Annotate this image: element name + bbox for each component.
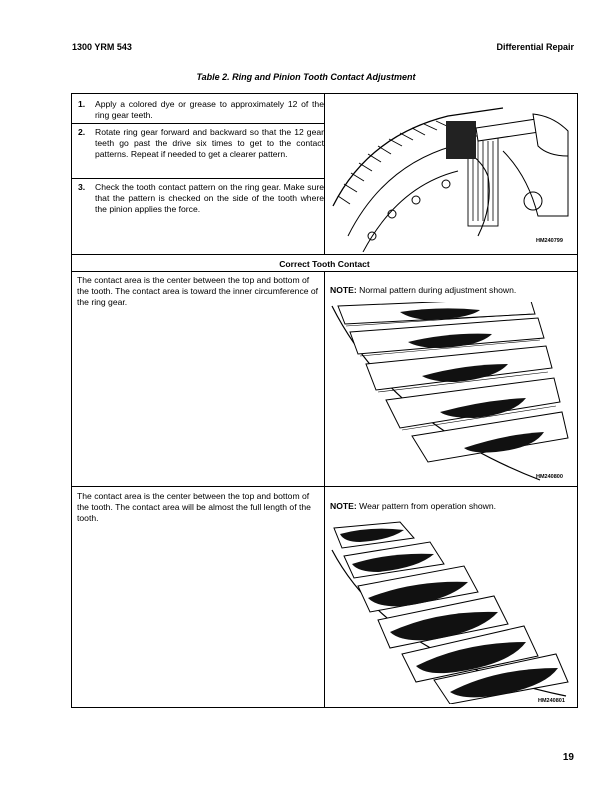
step-2 bbox=[78, 127, 324, 160]
section-title: Differential Repair bbox=[496, 42, 574, 52]
note-1 bbox=[330, 285, 516, 296]
note-label: NOTE: bbox=[330, 501, 357, 511]
step-number: 2. bbox=[78, 127, 86, 137]
figure-id-label: HM240800 bbox=[536, 474, 563, 480]
contact-adjustment-table bbox=[71, 93, 578, 708]
note-text: Normal pattern during adjustment shown. bbox=[356, 285, 517, 295]
page-number: 19 bbox=[562, 752, 574, 763]
figure-id-label: HM240801 bbox=[538, 698, 565, 704]
step-text: Check the tooth contact pattern on the ring gear. Make sure that the pattern is checked on the side of the tooth where the pinion applies the force. bbox=[95, 182, 324, 214]
step-1 bbox=[78, 99, 324, 121]
step-number: 1. bbox=[78, 99, 86, 109]
contact-description-1: The contact area is the center between the top and bottom of the tooth. The contact area is toward the inner circumference of the ring gear. bbox=[77, 275, 319, 307]
wear-contact-pattern-illustration bbox=[330, 520, 574, 704]
table-title: Table 2. Ring and Pinion Tooth Contact Adjustment bbox=[196, 72, 416, 82]
step-text: Rotate ring gear forward and backward so that the 12 gear teeth go past the drive six times to get to the contact patterns. Repeat if needed to get a clearer pattern. bbox=[95, 127, 324, 159]
ring-gear-brush-illustration bbox=[328, 96, 574, 252]
figure-id-label: HM240799 bbox=[536, 238, 563, 244]
step-text: Apply a colored dye or grease to approximately 12 of the ring gear teeth. bbox=[95, 99, 324, 120]
note-2 bbox=[330, 501, 496, 512]
step-3 bbox=[78, 182, 324, 215]
document-code: 1300 YRM 543 bbox=[72, 42, 132, 52]
section-heading: Correct Tooth Contact bbox=[279, 259, 370, 269]
normal-contact-pattern-illustration bbox=[330, 302, 574, 482]
contact-description-2: The contact area is the center between the top and bottom of the tooth. The contact area will be almost the full length of the tooth. bbox=[77, 491, 311, 523]
note-label: NOTE: bbox=[330, 285, 357, 295]
step-number: 3. bbox=[78, 182, 86, 192]
note-text: Wear pattern from operation shown. bbox=[356, 501, 497, 511]
